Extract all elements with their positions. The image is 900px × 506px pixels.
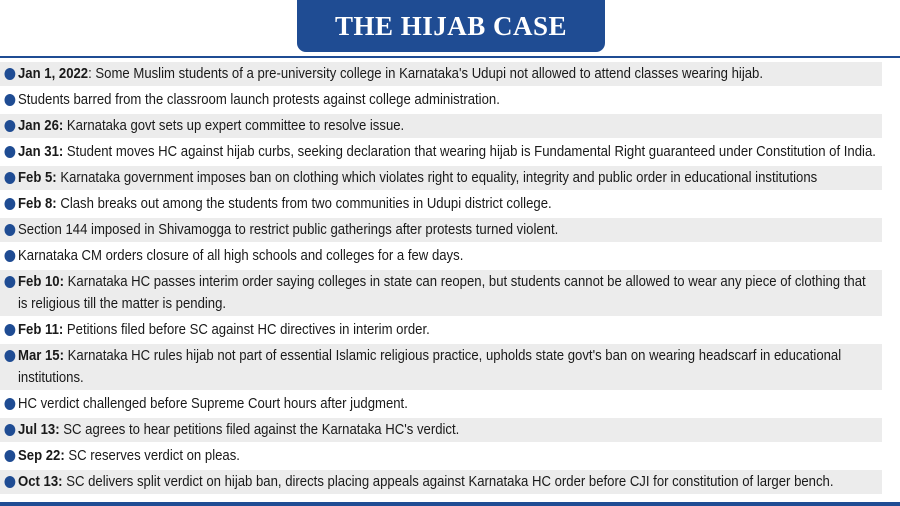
entry-text: HC verdict challenged before Supreme Court hours after judgment. [18, 396, 408, 412]
bullet-icon [5, 172, 16, 184]
timeline-entry [0, 114, 882, 138]
bullet-icon [5, 276, 16, 288]
bullet-icon [5, 324, 16, 336]
entry-date: Mar 15: [18, 348, 64, 364]
entry-separator: : [88, 66, 96, 82]
entry-date: Jul 13: [18, 422, 60, 438]
bullet-icon [5, 398, 16, 410]
entry-text: SC reserves verdict on pleas. [68, 448, 240, 464]
entry-date: Feb 10: [18, 274, 64, 290]
entry-text: Section 144 imposed in Shivamogga to restrict public gatherings after protests turned violent. [18, 222, 559, 238]
bullet-icon [5, 350, 16, 362]
entry-date: Sep 22: [18, 448, 65, 464]
bottom-divider [0, 502, 900, 506]
timeline-entry [0, 166, 882, 190]
timeline-entry [0, 470, 882, 494]
entry-text: SC delivers split verdict on hijab ban, directs placing appeals against Karnataka HC order before CJI for constitution of larger bench. [66, 474, 834, 490]
entry-date: Feb 11: [18, 322, 64, 338]
bullet-icon [5, 450, 16, 462]
timeline-entry [0, 218, 882, 242]
entry-date: Jan 1, 2022 [18, 66, 89, 82]
entry-date: Feb 8: [18, 196, 57, 212]
bullet-icon [5, 224, 16, 236]
timeline-entry [0, 244, 882, 268]
entry-text: Some Muslim students of a pre-university college in Karnataka's Udupi not allowed to attend classes wearing hijab. [95, 66, 764, 82]
entry-text: Karnataka government imposes ban on clothing which violates right to equality, integrity and public order in educational institutions [60, 170, 818, 186]
timeline-entry [0, 318, 882, 342]
entry-text: Petitions filed before SC against HC directives in interim order. [66, 322, 430, 338]
bullet-icon [5, 68, 16, 80]
bullet-icon [5, 198, 16, 210]
entry-date: Feb 5: [18, 170, 57, 186]
entry-text: SC agrees to hear petitions filed against the Karnataka HC's verdict. [63, 422, 460, 438]
timeline-entry [0, 192, 882, 216]
entry-text: Clash breaks out among the students from two communities in Udupi district college. [60, 196, 552, 212]
entry-text: Karnataka HC passes interim order saying colleges in state can reopen, but students cannot be allowed to wear any piece of clothing that is religious till the matter is pending. [18, 274, 866, 312]
entry-date: Jan 26: [18, 118, 64, 134]
bullet-icon [5, 120, 16, 132]
entry-text: Karnataka govt sets up expert committee to resolve issue. [66, 118, 405, 134]
bullet-icon [5, 146, 16, 158]
timeline-entry [0, 270, 882, 316]
page-title: THE HIJAB CASE [334, 10, 568, 41]
timeline-entry [0, 392, 882, 416]
entry-text: Student moves HC against hijab curbs, seeking declaration that wearing hijab is Fundamental Right guaranteed under Constitution of India. [66, 144, 876, 160]
timeline-entry [0, 444, 882, 468]
entry-text: Karnataka CM orders closure of all high schools and colleges for a few days. [18, 248, 464, 264]
bullet-icon [5, 476, 16, 488]
timeline-entry [0, 418, 882, 442]
timeline-list [0, 62, 900, 496]
bullet-icon [5, 250, 16, 262]
top-divider [0, 56, 900, 58]
timeline-entry [0, 344, 882, 390]
timeline-entry [0, 62, 882, 86]
entry-date: Oct 13: [18, 474, 63, 490]
title-banner [297, 0, 605, 52]
entry-text: Students barred from the classroom launch protests against college administration. [18, 92, 500, 108]
entry-date: Jan 31: [18, 144, 64, 160]
bullet-icon [5, 94, 16, 106]
timeline-entry [0, 88, 882, 112]
timeline-entry [0, 140, 882, 164]
bullet-icon [5, 424, 16, 436]
entry-text: Karnataka HC rules hijab not part of essential Islamic religious practice, upholds state govt's ban on wearing headscarf in educational institutions. [18, 348, 842, 386]
